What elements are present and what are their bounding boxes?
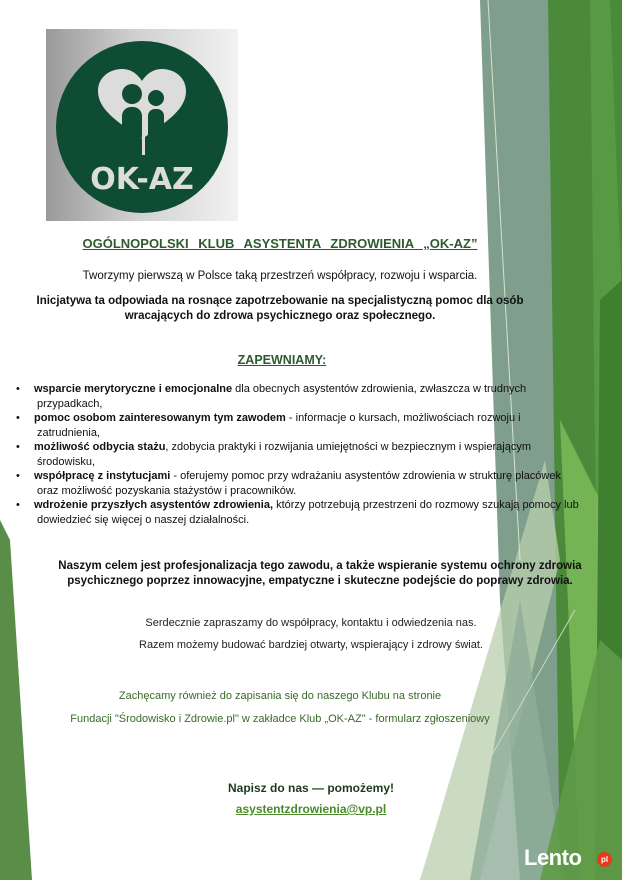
- invite-line-1: Serdecznie zapraszamy do współpracy, kontaktu i odwiedzenia nas.: [145, 617, 477, 629]
- email-link[interactable]: asystentzdrowienia@vp.pl: [235, 802, 387, 816]
- page-title: OGÓLNOPOLSKI KLUB ASYSTENTA ZDROWIENIA „OK-AZ”: [82, 236, 478, 251]
- contact-cta: Napisz do nas — pomożemy!: [227, 781, 395, 795]
- item-text: , zdobycia praktyki i rozwijania umiejętności w bezpiecznym i wspierającym: [165, 441, 531, 453]
- bullet-icon: •: [16, 412, 20, 424]
- list-item: [16, 411, 606, 440]
- person-small-head-icon: [148, 90, 164, 106]
- list-item: [16, 498, 606, 527]
- item-bold: wsparcie merytoryczne i emocjonalne: [34, 383, 233, 395]
- person-large-body-icon: [122, 107, 142, 145]
- goal-line-1: Naszym celem jest profesjonalizacja tego zawodu, a także wspieranie systemu ochrony zdrowia: [58, 560, 582, 572]
- item-continuation: przypadkach,: [37, 397, 103, 410]
- invite-line-2: Razem możemy budować bardziej otwarty, wspierający i zdrowy świat.: [139, 639, 483, 651]
- signup-line-2: Fundacji "Środowisko i Zdrowie.pl" w zakładce Klub „OK-AZ" - formularz zgłoszeniowy: [70, 713, 490, 725]
- bullet-icon: •: [16, 470, 20, 482]
- item-text: którzy potrzebują przestrzeni do rozmowy szukają pomocy lub: [273, 499, 579, 511]
- goal-paragraph: [40, 559, 600, 589]
- initiative-line-1: Inicjatywa ta odpowiada na rosnące zapotrzebowanie na specjalistyczną pomoc dla osób: [36, 295, 524, 307]
- item-continuation: zatrudnienia,: [37, 426, 100, 439]
- item-text: - informacje o kursach, możliwościach rozwoju i: [285, 412, 521, 424]
- item-continuation: dowiedzieć się więcej o naszej działalności.: [37, 513, 250, 526]
- list-item: [16, 469, 606, 498]
- lento-pl-badge: pl: [597, 852, 612, 867]
- initiative-paragraph: [20, 294, 540, 324]
- offer-list: [16, 382, 606, 527]
- lento-watermark: Lento: [524, 845, 582, 870]
- initiative-line-2: wracających do zdrowa psychicznego oraz społecznego.: [124, 310, 436, 322]
- goal-line-2: psychicznego poprzez innowacyjne, empatyczne i skuteczne podejście do poprawy zdrowia.: [67, 575, 573, 587]
- bullet-icon: •: [16, 441, 20, 453]
- item-bold: pomoc osobom zainteresowanym tym zawodem: [34, 412, 286, 424]
- item-text: - oferujemy pomoc przy wdrażaniu asystentów zdrowienia w strukturę placówek: [170, 470, 561, 482]
- list-item: [16, 382, 606, 411]
- ok-az-logo: [46, 29, 238, 221]
- item-bold: możliwość odbycia stażu: [34, 441, 166, 453]
- logo-text: OK-AZ: [90, 162, 194, 197]
- bullet-icon: •: [16, 383, 20, 395]
- bullet-icon: •: [16, 499, 20, 511]
- item-text: dla obecnych asystentów zdrowienia, zwłaszcza w trudnych: [232, 383, 527, 395]
- intro-text: Tworzymy pierwszą w Polsce taką przestrzeń współpracy, rozwoju i wsparcia.: [82, 270, 478, 282]
- signup-line-1: Zachęcamy również do zapisania się do naszego Klubu na stronie: [118, 690, 442, 702]
- person-large-head-icon: [122, 84, 142, 104]
- item-continuation: środowisku,: [37, 455, 96, 468]
- item-bold: wdrożenie przyszłych asystentów zdrowienia,: [34, 499, 274, 511]
- person-small-body-icon: [148, 109, 164, 143]
- item-bold: współpracę z instytucjami: [34, 470, 171, 482]
- list-item: [16, 440, 606, 469]
- item-continuation: oraz możliwość pozyskania stażystów i pracowników.: [37, 484, 297, 497]
- logo-container: [46, 29, 238, 221]
- offer-heading: ZAPEWNIAMY:: [237, 353, 327, 367]
